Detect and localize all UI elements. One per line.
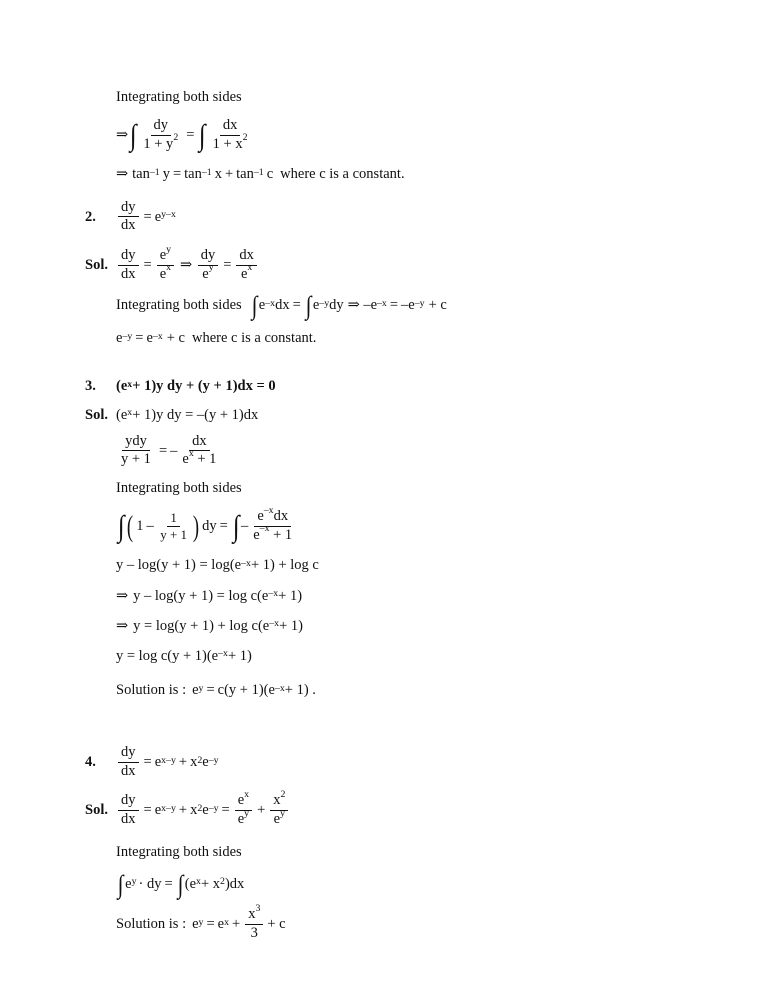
p4-plus: + [178,754,188,771]
p3-s9-rhs: c(y + 1)(e [217,681,275,698]
p2-s1-f3-den-exp: y [208,262,214,274]
p3-s1-part2: + 1)y dy = –(y + 1)dx [132,406,259,423]
p2-constant-note: where c is a constant. [192,330,317,347]
p4-s4-frac-num-base: x [248,905,256,922]
p1-lhs-fraction [140,118,181,152]
p4-solution-row [116,902,685,941]
p3-solution-row [116,681,685,699]
problem-4-statement-row [85,745,685,779]
problem-3-number: 3. [85,378,96,395]
p4-s4-plus: + [232,916,241,933]
p3-solution-label: Solution is : [116,681,187,698]
p2-dy: dy [118,200,139,218]
p3-rhs-den-exp: x [188,448,194,460]
left-paren-icon: ( [127,510,134,544]
p4-s4-fraction [245,902,263,941]
p2-s1-f1-num: dy [118,248,139,266]
p3-log-step2 [116,587,685,605]
p3-s4-inner-num: 1 [167,511,180,527]
p1-equals: = [186,127,195,144]
p2-s1-f3-num: dy [198,248,219,266]
p2-s1-f2-den-exp: x [166,262,172,274]
integral-sign-icon: ∫ [305,291,312,321]
p3-s4-dy: dy [202,518,217,535]
p3-s4-neg: – [240,518,249,535]
p1-lhs-den-base: 1 + y [143,135,174,152]
p2-s1-f4 [236,248,257,282]
p3-s7-arrow: ⇒ [116,617,129,634]
p1-integral-equation [116,118,685,152]
p3-rhs-fraction [179,434,219,468]
p4-s1-t1-base: e [154,802,162,819]
p3-stmt-part2: + 1)y dy + (y + 1)dx = 0 [132,378,276,395]
p2-i1-differential: dx [275,297,290,314]
p4-integrating-label: Integrating both sides [116,843,242,860]
p1-lhs-denominator [140,132,181,153]
p4-step4-math: Solution is : e y = e x + $\frac{x^3}{3}$ + c [116,902,286,941]
problem-2-sol-row [85,243,685,282]
p2-dx: dx [121,217,136,234]
p2-s1-f4-num: dx [236,248,257,266]
p4-s1-f1 [235,789,252,828]
p4-s1-t3-base: e [202,802,209,819]
p3-s7-text2: + 1) [279,617,303,634]
p2-s1-f3-den [199,262,216,283]
problem-3-statement-math: (e x + 1)y dy + (y + 1)dx = 0 [116,378,276,395]
integral-sign-icon: ∫ [251,291,258,321]
p2-step1-math [116,243,259,282]
p2-rhs-base: e [154,208,162,225]
p3-s6-text1: y – log(y + 1) = log c(e [133,587,269,604]
p3-s4-rden-base: e [253,526,260,543]
p2-s1-f4-den-exp: x [247,262,253,274]
p2-r2-base: –e [401,297,415,314]
p4-i1-tail: · dy [138,875,162,892]
p4-s1-t2-base: x [190,802,198,819]
p2-s3-lhs-base: e [116,330,123,347]
p4-s4-r1-base: e [217,916,225,933]
p3-s4-inner-fraction [157,511,190,542]
p4-s1-dx: dx [121,811,136,828]
p3-lhs-num: ydy [122,434,150,452]
p3-rhs-den-tail: + 1 [193,451,217,468]
p4-s1-eq1: = [143,802,152,819]
problem-3-sol-label: Sol. [85,406,108,423]
p1-result-arrow: ⇒ [116,166,129,183]
problem-2-number: 2. [85,208,96,225]
p2-i2-base: e [312,297,320,314]
problem-3-statement-row [85,377,685,395]
p2-s1-f4-den [238,262,255,283]
p1-arctan-math: ⇒ tan –1 y = tan –1 x + tan –1 c where c is a constant. [116,166,405,183]
p2-s1-f2-num-base: e [159,246,167,263]
p4-s1-f1-den-base: e [237,811,245,828]
p2-i2-differential: dy [329,297,344,314]
p3-rhs-den [179,448,219,468]
p2-integrating-label: Integrating both sides [116,297,242,314]
integral-sign-icon: ∫ [199,119,206,153]
p3-s9-rhs-tail: + 1) . [284,681,316,698]
p2-plus-c: + c [428,297,447,314]
p3-s6-arrow: ⇒ [116,587,129,604]
p1-tan3-arg: c [266,166,274,183]
p2-i1-base: e [258,297,266,314]
p4-i1-base: e [125,875,132,892]
p1-arctan-result [116,165,685,183]
p4-s1-f2-den-exp: y [280,807,286,819]
p3-s6-text2: + 1) [278,587,303,604]
p3-step4-math [116,504,297,544]
p4-step1-math: $\frac{dy}{dx}$ = e x–y + x 2 e –y = $\frac{e^x}{e^y}$ + $\frac{x^2}{e^y}$ [116,793,290,827]
problem-3-sol-row [85,406,685,424]
p3-integral-row [116,504,685,544]
p3-separated-row [116,434,685,468]
p4-t2-base: x [190,754,198,771]
p4-dy: dy [118,745,139,763]
p3-step1-math: (e x + 1)y dy = –(y + 1)dx [116,406,259,423]
p3-s4-rden-tail: + 1 [269,526,293,543]
p4-s1-dydx [118,793,139,827]
p2-s1-f2 [157,243,174,282]
p3-step8-math: y = log c(y + 1)(e –x + 1) [116,647,252,664]
p4-s1-f1-num-exp: x [244,789,250,801]
integral-sign-icon: ∫ [177,869,184,899]
p1-rhs-fraction [210,118,251,152]
p4-t3-base: e [202,754,209,771]
p3-s9-equals: = [206,681,215,698]
p3-stmt-part1: (e [116,378,128,395]
p2-s1-eq1: = [143,256,152,273]
p2-integrating-row [116,291,685,321]
p2-s1-eq2: = [223,256,232,273]
p3-step7-math: ⇒ y = log(y + 1) + log c(e –x + 1) [116,617,303,634]
p4-s4-lhs-base: e [192,916,199,933]
p3-s4-rnum-exp: –x [263,504,274,516]
p4-dx: dx [121,762,136,779]
p4-s1-f1-den [235,807,252,828]
p3-lhs-fraction [118,434,154,468]
p4-s4-plus-c: + c [267,916,286,933]
p3-s2-minus: – [170,442,178,459]
p3-log-step1 [116,556,685,574]
p4-i2-tail: )dx [224,875,245,892]
p1-tan1-arg: y [162,166,170,183]
p3-s4-rnum-base: e [257,508,264,525]
p3-s4-one: 1 [136,518,144,535]
p2-dydx-fraction [118,200,139,234]
p2-s1-f4-den-base: e [240,265,248,282]
integral-sign-icon: ∫ [117,510,125,544]
p1-tan2: tan [184,166,202,183]
p2-s3-plus-c: + c [166,330,185,347]
p4-s3-equals: = [164,875,173,892]
right-paren-icon: ) [192,510,200,544]
p3-step6-math: ⇒ y – log(y + 1) = log c(e –x + 1) [116,587,303,604]
p1-integral-math [116,118,253,152]
p3-s4-equals: = [219,518,228,535]
p2-step3-math: e –y = e –x + c where c is a constant. [116,330,317,347]
p3-s1-part1: (e [116,406,128,423]
p3-s4-minus: – [146,518,154,535]
p1-result-equals: = [172,166,182,183]
p4-integral-row [116,869,685,899]
problem-2-statement-math: $\frac{dy}{dx}$ = e y–x [116,200,176,234]
p4-solution-label: Solution is : [116,916,187,933]
p1-tan2-arg: x [214,166,222,183]
p4-integrating-row [116,843,685,861]
p4-s1-plus: + [178,802,188,819]
p1-rhs-denominator [210,132,251,153]
integral-sign-icon: ∫ [129,119,137,153]
p2-s1-f1-den: dx [121,265,136,282]
problem-4-sol-label: Sol. [85,802,108,819]
p3-integrating-label: Integrating both sides [116,480,242,496]
problem-2-statement-row [85,200,685,234]
p4-step3-math: ∫ e y · dy = ∫ (e x + x 2 )dx [117,869,245,899]
p2-s2-eq2: = [389,297,399,314]
p1-lhs-numerator: dy [151,118,172,136]
p4-s4-equals: = [206,916,215,933]
p4-s1-plus2: + [257,802,266,819]
p2-s3-rhs-base: e [146,330,153,347]
p4-s1-f2-num-exp: 2 [280,789,286,801]
p1-arrow: ⇒ [116,127,129,144]
p2-s1-f3 [198,248,219,282]
p3-step5-math: y – log(y + 1) = log(e –x + 1) + log c [116,557,319,574]
p4-t1-base: e [154,754,162,771]
p1-tan3: tan [236,166,254,183]
p4-s1-f2-num-base: x [273,792,281,809]
p3-rhs-den-base: e [182,451,189,468]
p4-s4-frac-den: 3 [250,924,258,941]
p3-log-step4 [116,647,685,665]
p1-tan1: tan [132,166,150,183]
p2-step2-math: Integrating both sides ∫ e –x dx = ∫ e –y dy ⇒ –e –x = –e –y + c [116,291,447,321]
p3-s8-text2: + 1) [227,647,252,664]
p2-s1-f2-num-exp: y [166,243,172,255]
p2-r1-base: –e [363,297,377,314]
p4-s4-frac-num-exp: 3 [255,902,261,914]
p3-step9-math: Solution is : e y = c(y + 1)(e –x + 1) . [116,681,316,698]
p1-rhs-den-base: 1 + x [212,135,243,152]
p1-rhs-den-exponent: 2 [242,132,248,144]
p3-log-step3 [116,617,685,635]
p4-s1-f1-num-base: e [237,792,245,809]
p4-s1-f2 [270,789,288,828]
p2-s2-eq1: = [292,297,301,314]
p3-s2-equals: = [158,442,168,459]
p2-s1-f2-den [157,262,174,283]
p4-s4-frac-num [245,902,263,925]
p3-s4-rhs-den [250,523,295,544]
p4-s1-f2-den-base: e [273,811,281,828]
p3-s9-lhs-base: e [192,681,199,698]
p4-i2-open: (e [184,875,197,892]
p3-lhs-den: y + 1 [121,451,151,468]
problem-2-sol-label: Sol. [85,256,108,273]
p2-s1-f2-den-base: e [159,265,167,282]
p4-s1-dy: dy [118,793,139,811]
p2-equals: = [143,208,152,225]
document-content [85,88,685,941]
p4-dydx-fraction [118,745,139,779]
problem-4-statement-math: $\frac{dy}{dx}$ = e x–y + x 2 e –y [116,745,219,779]
p1-rhs-numerator: dx [220,118,241,136]
p2-s1-f3-den-base: e [202,265,209,282]
p2-s1-arrow: ⇒ [180,256,192,273]
p2-s3-equals: = [135,330,144,347]
p3-step2-math [116,434,221,468]
problem-4-number: 4. [85,754,96,771]
p2-s2-arrow: ⇒ [347,297,360,314]
p3-s7-text1: y = log(y + 1) + log c(e [133,617,270,634]
p1-constant-note: where c is a constant. [280,166,405,183]
p2-final-row [116,329,685,347]
problem-4-sol-row [85,789,685,828]
p4-s1-f2-den [271,807,288,828]
p4-s1-eq2: = [221,802,230,819]
p3-integrating-row [116,479,685,497]
p1-integrating-line [116,88,685,106]
p3-rhs-num: dx [189,434,210,452]
integral-sign-icon: ∫ [232,510,240,544]
p4-i2-mid: + x [200,875,221,892]
p1-plus: + [224,166,234,183]
p3-s8-text1: y = log c(y + 1)(e [116,647,219,664]
p3-s4-inner-den: y + 1 [160,526,188,542]
p3-s4-rhs-fraction [250,504,295,543]
p1-integrating-label: Integrating both sides [116,89,242,105]
p2-s1-f1 [118,248,139,282]
p3-s4-rnum-tail: dx [273,508,289,525]
p3-s4-rden-exp: –x [259,523,270,535]
p3-s5-text1: y – log(y + 1) = log(e [116,557,242,574]
p4-equals: = [143,754,152,771]
integral-sign-icon: ∫ [117,869,124,899]
p1-lhs-den-exponent: 2 [173,132,179,144]
p3-s5-text2: + 1) + log c [250,557,319,574]
p4-s1-f1-den-exp: y [244,807,250,819]
